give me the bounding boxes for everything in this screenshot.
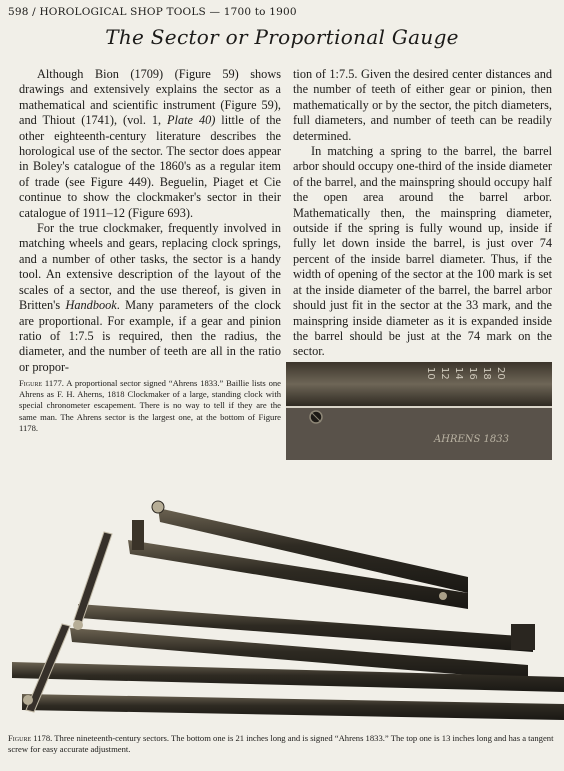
figure-1177-photo xyxy=(286,362,552,460)
scale-number: 18 xyxy=(481,367,492,380)
figure-1178-photo xyxy=(8,492,564,724)
scale-number: 10 xyxy=(425,367,436,380)
paragraph: For the true clockmaker, frequently involved in matching wheels and gears, replacing clock springs, and a number of other tasks, the sector is a handy tool. An extensive description of the layout of the scales of a sector, and the use thereof, is given in Britten's Handbook. Many parameters of the clock are proportional. For example, if a gear and pinion ratio of 1:7.5 is required, then the radius, the diameter, and the number of teeth are all in the ratio or propor- xyxy=(19,221,282,374)
scale-number: 12 xyxy=(439,367,450,380)
scale-number: 16 xyxy=(467,367,478,380)
left-column-text xyxy=(19,67,282,374)
sector-engraving: AHRENS 1833 xyxy=(434,434,509,445)
right-column-text xyxy=(293,67,552,359)
running-header: 598 / HOROLOGICAL SHOP TOOLS — 1700 to 1900 xyxy=(8,6,297,18)
paragraph: In matching a spring to the barrel, the barrel arbor should occupy one-third of the inside diameter of the barrel, and the mainspring should occupy half the open area around the barrel arbor. Mathematically then, the mainspring diameter, outside if the spring is fully wound up, inside if fully let down inside the barrel, is just over 74 percent of the inside barrel diameter. Thus, if the width of opening of the sector at the 100 mark is set at the inside diameter of the barrel, the barrel arbor should just fit in the sector at the 33 mark, and the mainspring inside diameter as it is expanded inside the barrel should be just at the 74 mark on the sector. xyxy=(293,144,552,359)
scale-number: 20 xyxy=(495,367,506,380)
paragraph: tion of 1:7.5. Given the desired center distances and the number of teeth of either gear or pinion, then mathematically or by the sector, the pitch diameters, full diameters, and number of teeth can be readily determined. xyxy=(293,67,552,143)
scale-number: 14 xyxy=(453,367,464,380)
figure-1177-caption: Figure 1177. A proportional sector signed “Ahrens 1833.” Baillie lists one Ahrens as F. H. Aherns, 1818 Clockmaker of a large, standing clock with special chronometer escapement. There is no way to tell if they are the same man. The Ahrens sector is the largest one, at the bottom of Figure 1178. xyxy=(19,378,281,433)
paragraph: Although Bion (1709) (Figure 59) shows drawings and extensively explains the sector as a mathematical and scientific instrument (Figure 59), and Thiout (1741), (vol. 1, Plate 40) little of the other eighteenth-century literature describes the horological use of the sector. The sector does appear in Boley's catalogue of the 1860's as a regular item of trade (see Figure 449). Beguelin, Piaget et Cie continue to show the clockmaker's sector in their catalogue of 1911–12 (Figure 693). xyxy=(19,67,281,220)
page-title: The Sector or Proportional Gauge xyxy=(105,25,459,49)
figure-1178-caption: Figure 1178. Three nineteenth-century sectors. The bottom one is 21 inches long and is signed “Ahrens 1833.” The top one is 13 inches long and has a tangent screw for easy accurate adjustment. xyxy=(8,733,554,755)
